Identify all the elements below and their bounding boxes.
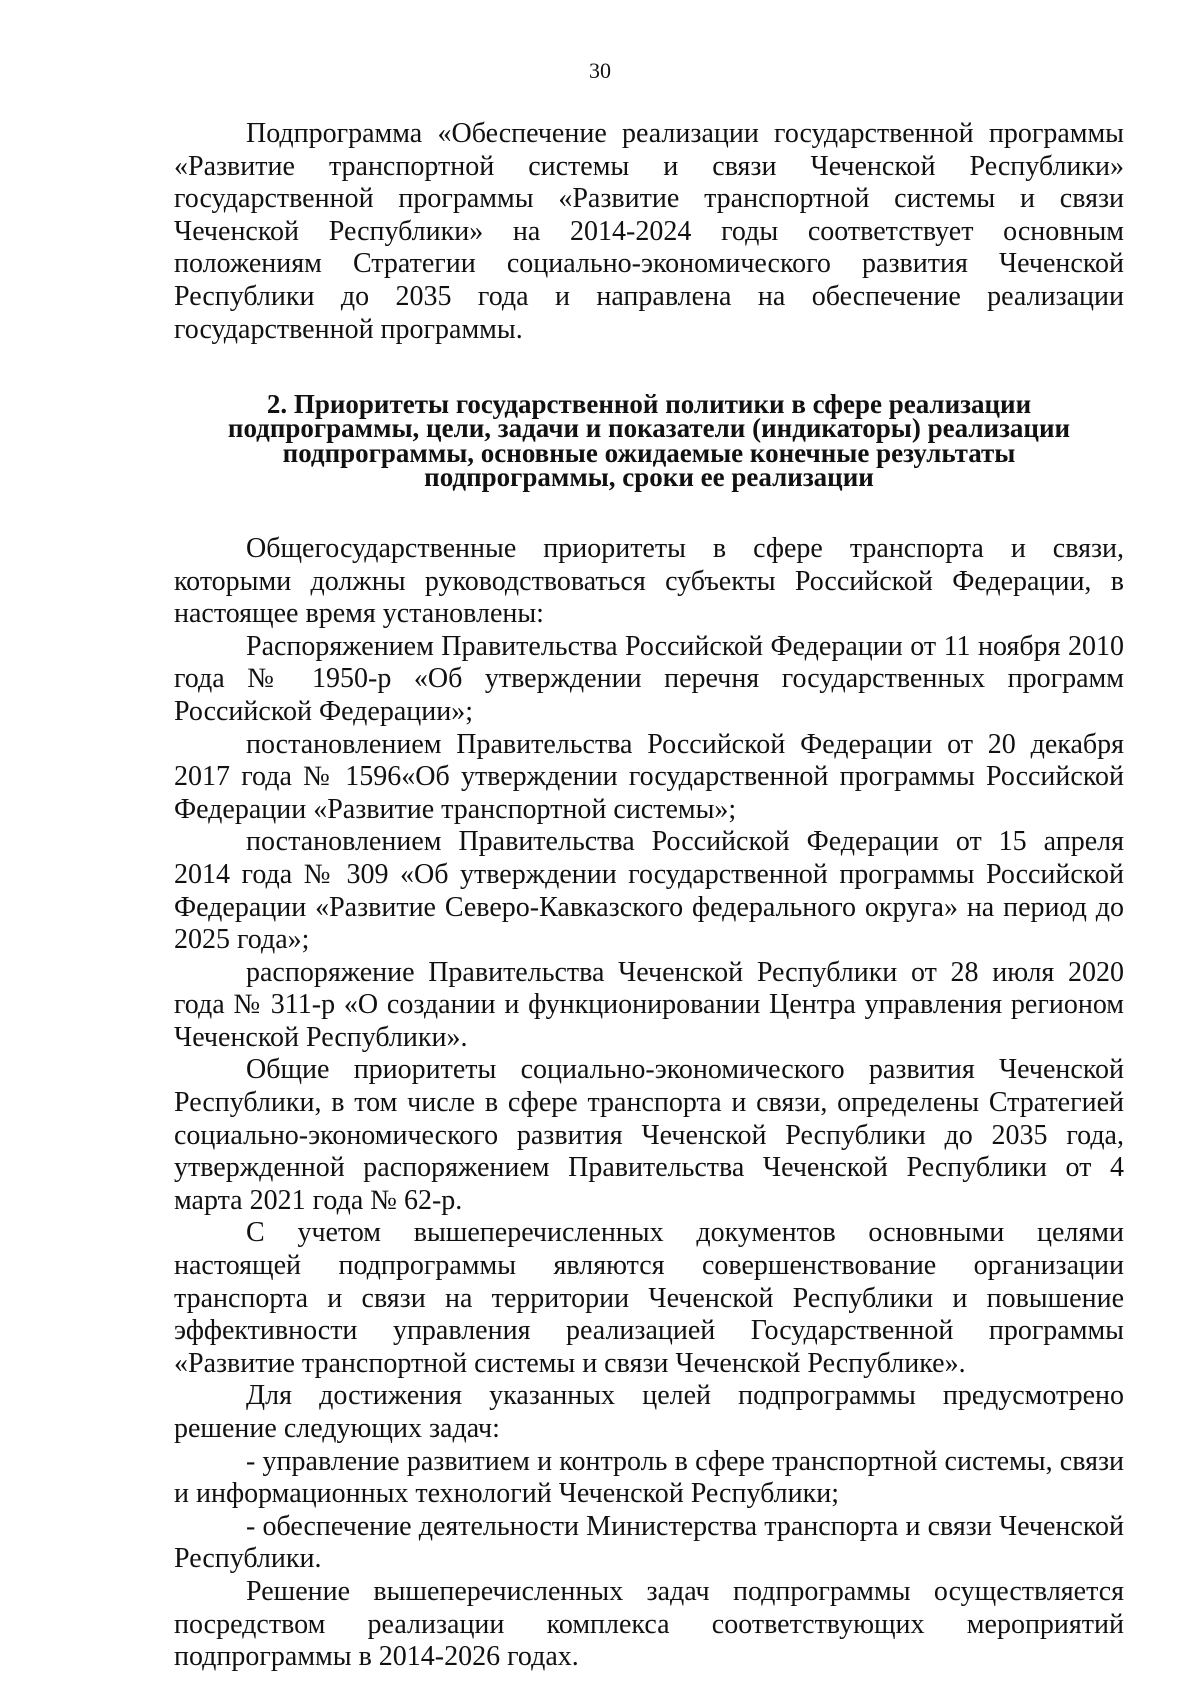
body-paragraph: постановлением Правительства Российской Федерации от 20 декабря 2017 года № 1596«Об утверждении государственной программы Российской Федерации «Развитие транспортной системы»; (174, 728, 1124, 825)
section-heading-line: подпрограммы, цели, задачи и показатели (индикаторы) реализации (227, 413, 1071, 444)
task-list-item: - управление развитием и контроль в сфере транспортной системы, связи и информационных технологий Чеченской Республики; (174, 1445, 1124, 1510)
body-paragraph: Для достижения указанных целей подпрограммы предусмотрено решение следующих задач: (174, 1380, 1124, 1444)
page-number: 30 (589, 58, 611, 83)
body-paragraph: Общегосударственные приоритеты в сфере транспорта и связи, которыми должны руководствоваться субъекты Российской Федерации, в настоящее время установлены: (174, 532, 1124, 630)
section-heading-line: подпрограммы, сроки ее реализации (424, 461, 874, 492)
body-paragraph: постановлением Правительства Российской Федерации от 15 апреля 2014 года № 309 «Об утверждении государственной программы Российской Федерации «Развитие Северо-Кавказского федерального округа» на период до 2025 года»; (174, 826, 1124, 956)
section-heading (214, 389, 1084, 492)
section-heading-line: подпрограммы, основные ожидаемые конечные результаты (282, 437, 1016, 468)
body-paragraph: Распоряжением Правительства Российской Федерации от 11 ноября 2010 года № 1950-р «Об утверждении перечня государственных программ Российской Федерации»; (174, 630, 1124, 727)
body-paragraph: С учетом вышеперечисленных документов основными целями настоящей подпрограммы являются совершенствование организации транспорта и связи на территории Чеченской Республики и повышение эффективности управления реализацией Государственной программы «Развитие транспортной системы и связи Чеченской Республике». (174, 1217, 1124, 1379)
body-paragraph: распоряжение Правительства Чеченской Республики от 28 июля 2020 года № 311-р «О создании и функционировании Центра управления регионом Чеченской Республики». (174, 956, 1124, 1053)
task-list-item: - обеспечение деятельности Министерства транспорта и связи Чеченской Республики. (174, 1510, 1124, 1575)
body-paragraph: Общие приоритеты социально-экономического развития Чеченской Республики, в том числе в сфере транспорта и связи, определены Стратегией социально-экономического развития Чеченской Республики до 2035 года, утвержденной распоряжением Правительства Чеченской Республики от 4 марта 2021 года № 62-р. (174, 1054, 1124, 1216)
intro-paragraph: Подпрограмма «Обеспечение реализации государственной программы «Развитие транспортной системы и связи Чеченской Республики» государственной программы «Развитие транспортной системы и связи Чеченской Республики» на 2014-2024 годы соответствует основным положениям Стратегии социально-экономического развития Чеченской Республики до 2035 года и направлена на обеспечение реализации государственной программы. (174, 118, 1124, 345)
page-content (174, 118, 1124, 1674)
section-heading-line: 2. Приоритеты государственной политики в сфере реализации (266, 389, 1032, 420)
body-paragraph: Решение вышеперечисленных задач подпрограммы осуществляется посредством реализации комплекса соответствующих мероприятий подпрограммы в 2014-2026 годах. (174, 1575, 1124, 1673)
